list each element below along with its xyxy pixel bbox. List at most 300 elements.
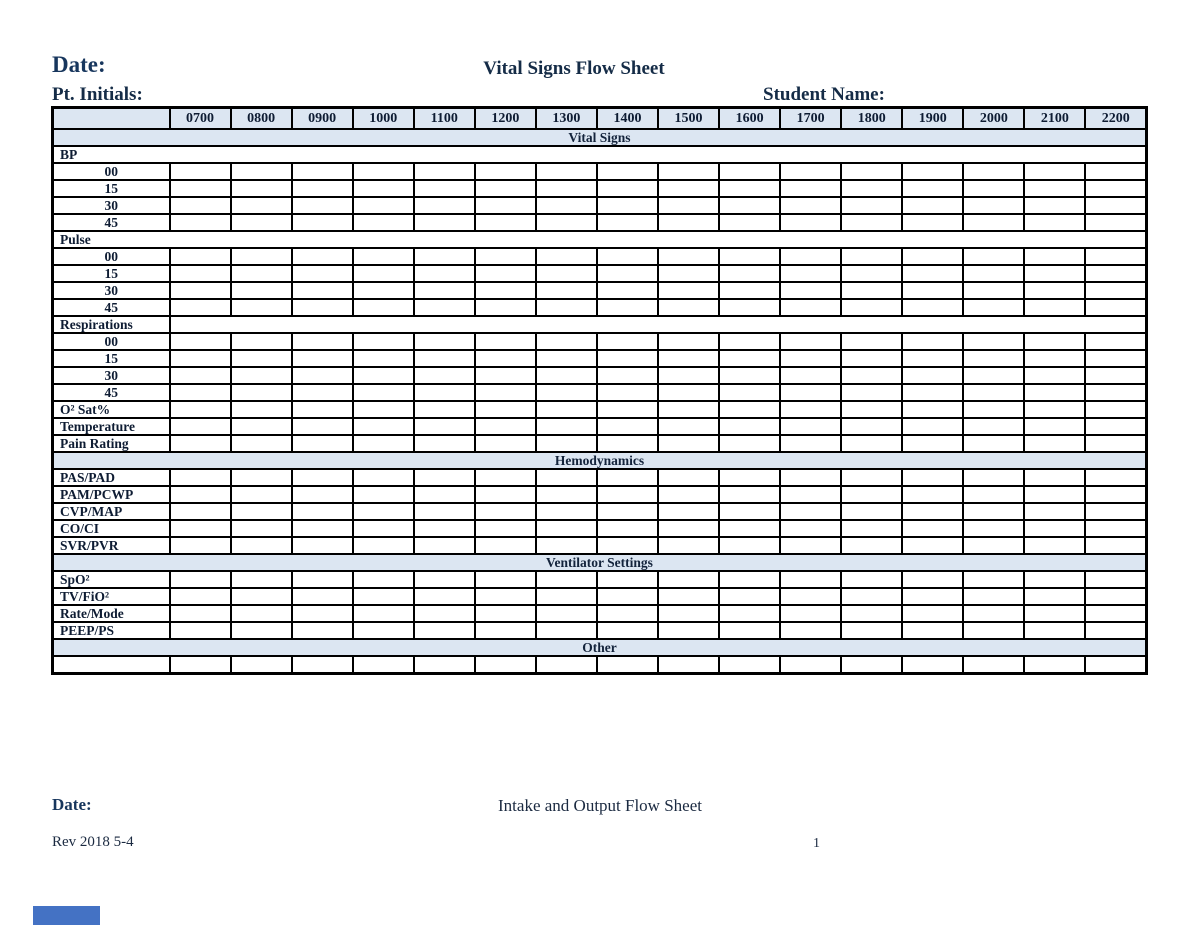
data-cell[interactable] [658,622,719,639]
data-cell[interactable] [353,248,414,265]
data-cell[interactable] [1085,163,1146,180]
data-cell[interactable] [292,486,353,503]
data-cell[interactable] [414,537,475,554]
data-cell[interactable] [780,367,841,384]
data-cell[interactable] [963,299,1024,316]
data-cell[interactable] [353,299,414,316]
data-cell[interactable] [353,537,414,554]
data-cell[interactable] [963,469,1024,486]
data-cell[interactable] [658,486,719,503]
data-cell[interactable] [231,622,292,639]
data-cell[interactable] [719,282,780,299]
data-cell[interactable] [902,401,963,418]
data-cell[interactable] [841,571,902,588]
data-cell[interactable] [719,367,780,384]
data-cell[interactable] [963,503,1024,520]
data-cell[interactable] [719,520,780,537]
data-cell[interactable] [1024,418,1085,435]
data-cell[interactable] [170,367,231,384]
data-cell[interactable] [780,503,841,520]
data-cell[interactable] [963,180,1024,197]
data-cell[interactable] [536,503,597,520]
data-cell[interactable] [841,605,902,622]
data-cell[interactable] [658,197,719,214]
data-cell[interactable] [475,265,536,282]
data-cell[interactable] [658,367,719,384]
data-cell[interactable] [658,214,719,231]
data-cell[interactable] [841,350,902,367]
data-cell[interactable] [597,435,658,452]
data-cell[interactable] [231,486,292,503]
data-cell[interactable] [597,350,658,367]
data-cell[interactable] [658,401,719,418]
data-cell[interactable] [902,384,963,401]
data-cell[interactable] [292,350,353,367]
data-cell[interactable] [231,435,292,452]
data-cell[interactable] [780,418,841,435]
data-cell[interactable] [780,486,841,503]
data-cell[interactable] [780,469,841,486]
data-cell[interactable] [475,384,536,401]
data-cell[interactable] [841,299,902,316]
data-cell[interactable] [1024,605,1085,622]
data-cell[interactable] [902,435,963,452]
data-cell[interactable] [231,367,292,384]
data-cell[interactable] [414,248,475,265]
data-cell[interactable] [841,418,902,435]
data-cell[interactable] [1024,469,1085,486]
data-cell[interactable] [536,435,597,452]
data-cell[interactable] [536,486,597,503]
data-cell[interactable] [841,282,902,299]
data-cell[interactable] [963,248,1024,265]
data-cell[interactable] [658,384,719,401]
data-cell[interactable] [719,265,780,282]
data-cell[interactable] [963,214,1024,231]
data-cell[interactable] [841,435,902,452]
data-cell[interactable] [780,384,841,401]
data-cell[interactable] [292,197,353,214]
data-cell[interactable] [1085,418,1146,435]
data-cell[interactable] [353,435,414,452]
data-cell[interactable] [597,367,658,384]
data-cell[interactable] [902,197,963,214]
data-cell[interactable] [353,384,414,401]
data-cell[interactable] [353,265,414,282]
data-cell[interactable] [475,486,536,503]
data-cell[interactable] [658,180,719,197]
data-cell[interactable] [719,469,780,486]
data-cell[interactable] [353,469,414,486]
data-cell[interactable] [170,486,231,503]
data-cell[interactable] [963,197,1024,214]
data-cell[interactable] [292,180,353,197]
data-cell[interactable] [780,333,841,350]
data-cell[interactable] [841,180,902,197]
data-cell[interactable] [231,350,292,367]
data-cell[interactable] [292,537,353,554]
data-cell[interactable] [1085,367,1146,384]
data-cell[interactable] [1085,180,1146,197]
data-cell[interactable] [1024,248,1085,265]
data-cell[interactable] [292,588,353,605]
data-cell[interactable] [719,350,780,367]
data-cell[interactable] [475,197,536,214]
data-cell[interactable] [719,571,780,588]
data-cell[interactable] [1085,350,1146,367]
data-cell[interactable] [536,571,597,588]
data-cell[interactable] [597,537,658,554]
data-cell[interactable] [902,571,963,588]
data-cell[interactable] [963,537,1024,554]
data-cell[interactable] [170,588,231,605]
data-cell[interactable] [536,401,597,418]
data-cell[interactable] [353,367,414,384]
data-cell[interactable] [414,656,475,674]
data-cell[interactable] [414,418,475,435]
data-cell[interactable] [536,180,597,197]
data-cell[interactable] [597,571,658,588]
data-cell[interactable] [1024,656,1085,674]
data-cell[interactable] [170,180,231,197]
data-cell[interactable] [231,163,292,180]
data-cell[interactable] [841,486,902,503]
data-cell[interactable] [170,571,231,588]
data-cell[interactable] [353,163,414,180]
data-cell[interactable] [780,299,841,316]
data-cell[interactable] [170,248,231,265]
data-cell[interactable] [475,605,536,622]
data-cell[interactable] [902,282,963,299]
data-cell[interactable] [1024,588,1085,605]
data-cell[interactable] [536,384,597,401]
data-cell[interactable] [1085,197,1146,214]
data-cell[interactable] [292,248,353,265]
data-cell[interactable] [170,384,231,401]
data-cell[interactable] [170,163,231,180]
data-cell[interactable] [170,333,231,350]
data-cell[interactable] [292,367,353,384]
data-cell[interactable] [780,265,841,282]
data-cell[interactable] [780,435,841,452]
data-cell[interactable] [902,469,963,486]
data-cell[interactable] [780,401,841,418]
data-cell[interactable] [414,435,475,452]
data-cell[interactable] [475,418,536,435]
data-cell[interactable] [780,180,841,197]
data-cell[interactable] [780,571,841,588]
data-cell[interactable] [475,163,536,180]
data-cell[interactable] [841,588,902,605]
data-cell[interactable] [1024,486,1085,503]
data-cell[interactable] [780,282,841,299]
data-cell[interactable] [658,248,719,265]
data-cell[interactable] [231,282,292,299]
data-cell[interactable] [902,537,963,554]
data-cell[interactable] [1024,163,1085,180]
data-cell[interactable] [414,299,475,316]
data-cell[interactable] [841,656,902,674]
data-cell[interactable] [719,163,780,180]
data-cell[interactable] [231,299,292,316]
data-cell[interactable] [292,265,353,282]
data-cell[interactable] [536,197,597,214]
data-cell[interactable] [536,520,597,537]
data-cell[interactable] [536,656,597,674]
data-cell[interactable] [536,265,597,282]
data-cell[interactable] [414,588,475,605]
data-cell[interactable] [353,656,414,674]
data-cell[interactable] [719,197,780,214]
data-cell[interactable] [597,265,658,282]
data-cell[interactable] [292,214,353,231]
data-cell[interactable] [292,656,353,674]
data-cell[interactable] [597,299,658,316]
data-cell[interactable] [841,333,902,350]
data-cell[interactable] [170,350,231,367]
data-cell[interactable] [841,197,902,214]
data-cell[interactable] [1024,197,1085,214]
data-cell[interactable] [414,503,475,520]
data-cell[interactable] [536,537,597,554]
data-cell[interactable] [170,401,231,418]
data-cell[interactable] [414,350,475,367]
data-cell[interactable] [719,435,780,452]
data-cell[interactable] [597,588,658,605]
data-cell[interactable] [658,282,719,299]
data-cell[interactable] [841,384,902,401]
data-cell[interactable] [841,520,902,537]
data-cell[interactable] [292,163,353,180]
data-cell[interactable] [1024,299,1085,316]
data-cell[interactable] [414,163,475,180]
data-cell[interactable] [353,214,414,231]
data-cell[interactable] [414,197,475,214]
data-cell[interactable] [841,367,902,384]
data-cell[interactable] [475,588,536,605]
data-cell[interactable] [231,418,292,435]
data-cell[interactable] [780,350,841,367]
data-cell[interactable] [536,418,597,435]
data-cell[interactable] [353,418,414,435]
data-cell[interactable] [1085,384,1146,401]
data-cell[interactable] [536,469,597,486]
data-cell[interactable] [292,384,353,401]
data-cell[interactable] [902,656,963,674]
data-cell[interactable] [719,486,780,503]
data-cell[interactable] [1024,622,1085,639]
data-cell[interactable] [963,605,1024,622]
data-cell[interactable] [658,588,719,605]
data-cell[interactable] [1085,248,1146,265]
data-cell[interactable] [231,605,292,622]
data-cell[interactable] [597,214,658,231]
data-cell[interactable] [658,265,719,282]
data-cell[interactable] [963,401,1024,418]
data-cell[interactable] [780,656,841,674]
data-cell[interactable] [780,248,841,265]
data-cell[interactable] [414,622,475,639]
data-cell[interactable] [658,299,719,316]
data-cell[interactable] [658,435,719,452]
data-cell[interactable] [719,333,780,350]
data-cell[interactable] [475,282,536,299]
data-cell[interactable] [1024,520,1085,537]
data-cell[interactable] [292,520,353,537]
data-cell[interactable] [1024,571,1085,588]
data-cell[interactable] [536,299,597,316]
data-cell[interactable] [719,401,780,418]
data-cell[interactable] [231,571,292,588]
data-cell[interactable] [231,384,292,401]
data-cell[interactable] [475,401,536,418]
data-cell[interactable] [1085,469,1146,486]
data-cell[interactable] [353,503,414,520]
data-cell[interactable] [1085,265,1146,282]
data-cell[interactable] [475,656,536,674]
data-cell[interactable] [719,537,780,554]
data-cell[interactable] [902,214,963,231]
data-cell[interactable] [292,435,353,452]
data-cell[interactable] [475,469,536,486]
data-cell[interactable] [475,333,536,350]
data-cell[interactable] [658,503,719,520]
data-cell[interactable] [841,163,902,180]
data-cell[interactable] [353,401,414,418]
data-cell[interactable] [658,418,719,435]
data-cell[interactable] [353,588,414,605]
data-cell[interactable] [475,435,536,452]
data-cell[interactable] [597,656,658,674]
data-cell[interactable] [1085,656,1146,674]
data-cell[interactable] [170,214,231,231]
data-cell[interactable] [841,214,902,231]
data-cell[interactable] [963,418,1024,435]
data-cell[interactable] [292,469,353,486]
data-cell[interactable] [658,469,719,486]
data-cell[interactable] [414,333,475,350]
data-cell[interactable] [597,469,658,486]
data-cell[interactable] [597,384,658,401]
data-cell[interactable] [780,588,841,605]
data-cell[interactable] [414,401,475,418]
data-cell[interactable] [597,282,658,299]
data-cell[interactable] [292,418,353,435]
data-cell[interactable] [1024,384,1085,401]
data-cell[interactable] [841,469,902,486]
data-cell[interactable] [719,656,780,674]
data-cell[interactable] [170,435,231,452]
data-cell[interactable] [1085,622,1146,639]
data-cell[interactable] [1085,486,1146,503]
data-cell[interactable] [963,571,1024,588]
data-cell[interactable] [597,503,658,520]
data-cell[interactable] [658,350,719,367]
data-cell[interactable] [597,197,658,214]
data-cell[interactable] [963,435,1024,452]
data-cell[interactable] [902,503,963,520]
data-cell[interactable] [902,333,963,350]
data-cell[interactable] [536,622,597,639]
data-cell[interactable] [902,163,963,180]
data-cell[interactable] [1085,571,1146,588]
data-cell[interactable] [963,350,1024,367]
data-cell[interactable] [963,265,1024,282]
data-cell[interactable] [1085,299,1146,316]
data-cell[interactable] [231,588,292,605]
data-cell[interactable] [658,163,719,180]
data-cell[interactable] [1024,350,1085,367]
data-cell[interactable] [536,333,597,350]
data-cell[interactable] [170,469,231,486]
data-cell[interactable] [292,333,353,350]
data-cell[interactable] [780,214,841,231]
data-cell[interactable] [231,469,292,486]
data-cell[interactable] [231,333,292,350]
data-cell[interactable] [475,503,536,520]
data-cell[interactable] [292,605,353,622]
data-cell[interactable] [231,197,292,214]
data-cell[interactable] [1085,435,1146,452]
data-cell[interactable] [902,248,963,265]
data-cell[interactable] [292,282,353,299]
data-cell[interactable] [353,282,414,299]
data-cell[interactable] [231,265,292,282]
data-cell[interactable] [475,520,536,537]
data-cell[interactable] [963,520,1024,537]
data-cell[interactable] [780,520,841,537]
data-cell[interactable] [902,418,963,435]
data-cell[interactable] [231,180,292,197]
data-cell[interactable] [170,656,231,674]
data-cell[interactable] [1024,435,1085,452]
data-cell[interactable] [658,333,719,350]
data-cell[interactable] [353,605,414,622]
data-cell[interactable] [414,367,475,384]
data-cell[interactable] [719,248,780,265]
data-cell[interactable] [841,537,902,554]
data-cell[interactable] [902,299,963,316]
data-cell[interactable] [963,282,1024,299]
data-cell[interactable] [1085,503,1146,520]
data-cell[interactable] [292,401,353,418]
data-cell[interactable] [170,316,1147,333]
data-cell[interactable] [597,248,658,265]
data-cell[interactable] [1024,214,1085,231]
data-cell[interactable] [414,469,475,486]
data-cell[interactable] [658,571,719,588]
data-cell[interactable] [719,214,780,231]
data-cell[interactable] [292,571,353,588]
data-cell[interactable] [170,418,231,435]
data-cell[interactable] [658,537,719,554]
data-cell[interactable] [902,622,963,639]
data-cell[interactable] [170,520,231,537]
data-cell[interactable] [841,401,902,418]
data-cell[interactable] [1024,180,1085,197]
data-cell[interactable] [475,571,536,588]
data-cell[interactable] [231,401,292,418]
data-cell[interactable] [475,367,536,384]
data-cell[interactable] [353,333,414,350]
data-cell[interactable] [536,605,597,622]
data-cell[interactable] [231,503,292,520]
data-cell[interactable] [1024,401,1085,418]
data-cell[interactable] [719,180,780,197]
data-cell[interactable] [658,520,719,537]
data-cell[interactable] [597,401,658,418]
data-cell[interactable] [231,537,292,554]
